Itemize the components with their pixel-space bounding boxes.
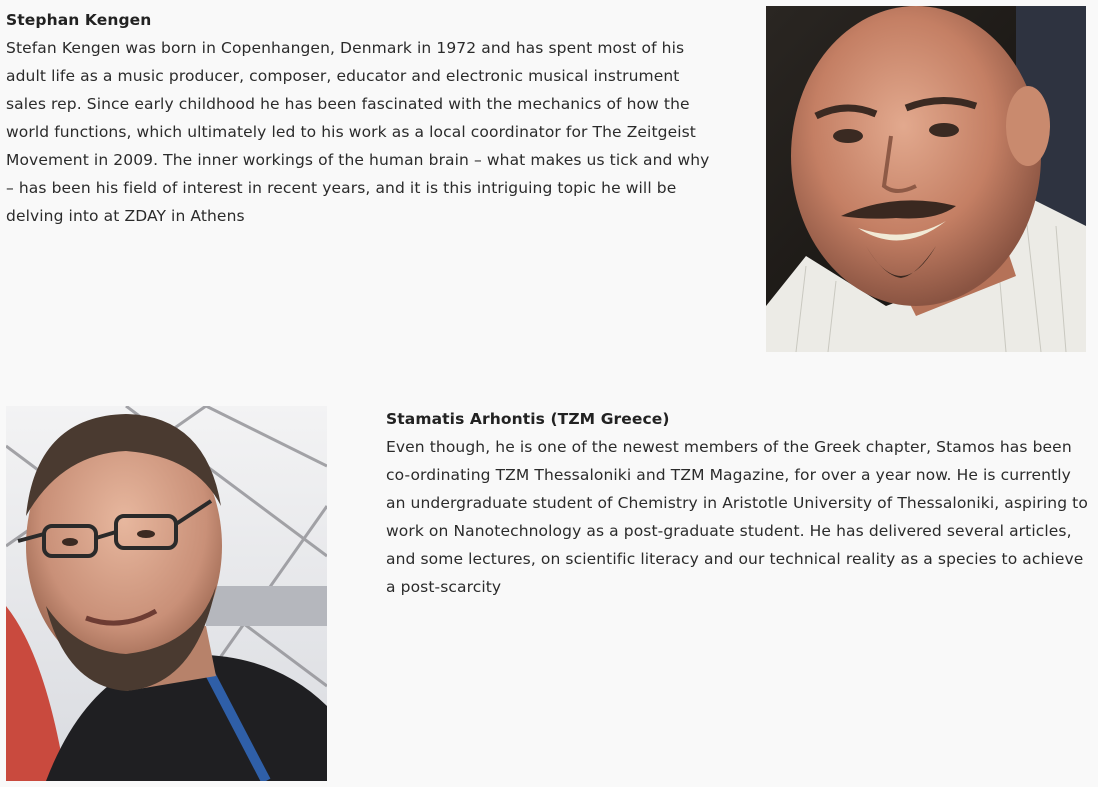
speaker-name: Stamatis Arhontis (TZM Greece) xyxy=(386,410,670,428)
speaker-photo-stamatis-arhontis xyxy=(6,406,327,781)
speaker-photo-stephan-kengen xyxy=(766,6,1086,352)
bio-stamatis-arhontis xyxy=(386,405,1090,601)
bio-stephan-kengen xyxy=(6,6,714,230)
speaker-bio: Even though, he is one of the newest members of the Greek chapter, Stamos has been co-ordinating TZM Thessaloniki and TZM Magazine, for over a year now. He is currently an undergraduate student of Chemistry in Aristotle University of Thessaloniki, aspiring to work on Nanotechnology as a post-graduate student. He has delivered several articles, and some lectures, on scientific literacy and our technical reality as a species to achieve a post-scarcity xyxy=(386,438,1088,596)
speaker-bio: Stefan Kengen was born in Copenhangen, Denmark in 1972 and has spent most of his adult life as a music producer, composer, educator and electronic musical instrument sales rep. Since early childhood he has been fascinated with the mechanics of how the world functions, which ultimately led to his work as a local coordinator for The Zeitgeist Movement in 2009. The inner workings of the human brain – what makes us tick and why – has been his field of interest in recent years, and it is this intriguing topic he will be delving into at ZDAY in Athens xyxy=(6,39,710,225)
speaker-name: Stephan Kengen xyxy=(6,11,152,29)
